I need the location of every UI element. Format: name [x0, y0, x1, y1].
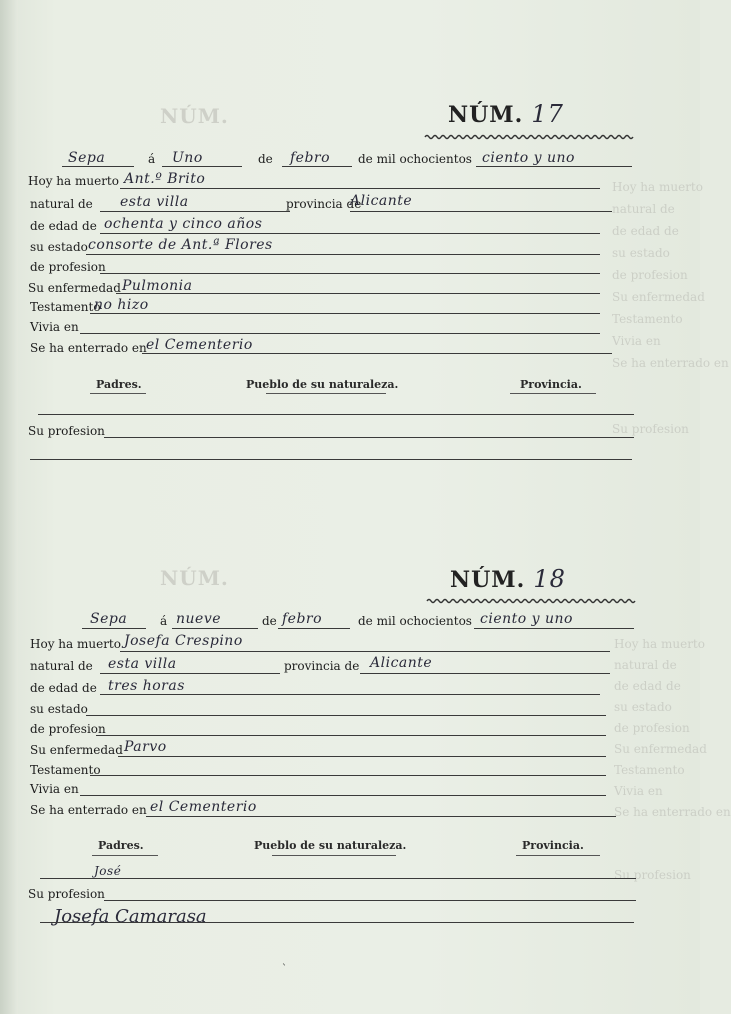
num-label: NÚM. — [448, 102, 524, 128]
testamento-label: Testamento — [30, 300, 101, 314]
natural-line — [100, 211, 290, 212]
col-provincia-rule — [510, 393, 596, 394]
year-label: de mil ochocientos — [358, 152, 472, 166]
madre-signature: Josefa Camarasa — [54, 906, 207, 927]
hoy-line — [120, 651, 610, 652]
col-padres-rule — [92, 855, 158, 856]
su-profesion-line — [104, 437, 634, 438]
bleed-num-bottom: NÚM. — [160, 566, 229, 590]
vivia-label: Vivia en — [30, 320, 79, 334]
hoy-value: Ant.º Brito — [124, 171, 206, 187]
date-day: nueve — [176, 611, 222, 627]
testamento-line — [90, 775, 606, 776]
estado-line — [86, 715, 606, 716]
padre-value: José — [94, 864, 122, 878]
date-place-line — [82, 628, 146, 629]
hoy-line — [120, 188, 600, 189]
num-ornament-rule — [425, 134, 635, 140]
enterrado-value: el Cementerio — [150, 799, 257, 815]
date-year-line — [474, 628, 634, 629]
padre-line — [40, 878, 636, 879]
col-provincia: Provincia. — [520, 378, 582, 391]
enfermedad-line — [118, 756, 606, 757]
enterrado-value: el Cementerio — [146, 337, 253, 353]
enterrado-line — [146, 816, 616, 817]
de-label: de — [262, 614, 277, 628]
edad-label: de edad de — [30, 219, 97, 233]
su-profesion-line — [104, 900, 636, 901]
provincia-value: Alicante — [370, 655, 433, 671]
enterrado-label: Se ha enterrado en — [30, 803, 147, 817]
enterrado-line — [142, 353, 612, 354]
madre-line — [40, 922, 634, 923]
bleed-num-top: NÚM. — [160, 104, 229, 128]
date-place: Sepa — [90, 611, 128, 627]
date-month-line — [278, 628, 350, 629]
natural-value: esta villa — [108, 656, 177, 672]
testamento-value: no hizo — [94, 297, 149, 313]
madre-line — [30, 459, 632, 460]
col-pueblo-rule — [266, 393, 386, 394]
date-year: ciento y uno — [482, 150, 575, 166]
col-padres-rule — [90, 393, 146, 394]
natural-value: esta villa — [120, 194, 189, 210]
enterrado-label: Se ha enterrado en — [30, 341, 147, 355]
estado-line — [86, 254, 600, 255]
date-day-line — [172, 628, 258, 629]
date-place-line — [62, 166, 134, 167]
natural-label: natural de — [30, 197, 93, 211]
testamento-line — [90, 313, 600, 314]
hoy-label: Hoy ha muerto — [30, 637, 121, 651]
num-ornament-rule — [427, 598, 637, 604]
su-profesion-label: Su profesion — [28, 424, 105, 438]
provincia-value: Alicante — [350, 193, 413, 209]
profesion-line — [100, 273, 600, 274]
estado-value: consorte de Ant.ª Flores — [88, 237, 273, 253]
enfermedad-label: Su enfermedad — [30, 743, 123, 757]
col-provincia: Provincia. — [522, 839, 584, 852]
padre-line — [38, 414, 634, 415]
vivia-line — [80, 795, 606, 796]
col-provincia-rule — [516, 855, 600, 856]
year-label: de mil ochocientos — [358, 614, 472, 628]
provincia-line — [360, 673, 610, 674]
date-year: ciento y uno — [480, 611, 573, 627]
profesion-label: de profesion — [30, 722, 106, 736]
edad-line — [100, 694, 600, 695]
record-number — [448, 100, 564, 128]
enfermedad-value: Parvo — [124, 739, 167, 755]
estado-label: su estado — [30, 702, 88, 716]
edad-label: de edad de — [30, 681, 97, 695]
record-number — [450, 565, 566, 593]
date-year-line — [476, 166, 632, 167]
date-place: Sepa — [68, 150, 106, 166]
enfermedad-line — [116, 293, 600, 294]
enfermedad-value: Pulmonia — [122, 278, 193, 294]
testamento-label: Testamento — [30, 763, 101, 777]
su-profesion-label: Su profesion — [28, 887, 105, 901]
hoy-value: Josefa Crespino — [124, 633, 243, 649]
num-label: NÚM. — [450, 567, 526, 593]
date-day: Uno — [172, 150, 203, 166]
col-pueblo-rule — [272, 855, 396, 856]
edad-value: ochenta y cinco años — [104, 216, 263, 232]
a-label: á — [160, 614, 168, 628]
a-label: á — [148, 152, 156, 166]
page-gutter — [0, 0, 18, 1014]
date-month-line — [282, 166, 352, 167]
natural-line — [100, 673, 280, 674]
bleed-through-right-bottom: Hoy ha muerto natural de de edad de su estado de profesion Su enfermedad Testamento Vivia en Se ha enterrado en Su profesion — [614, 637, 731, 882]
date-month: febro — [282, 611, 323, 627]
edad-line — [100, 233, 600, 234]
estado-label: su estado — [30, 240, 88, 254]
vivia-label: Vivia en — [30, 782, 79, 796]
hoy-label: Hoy ha muerto — [28, 174, 119, 188]
col-pueblo: Pueblo de su naturaleza. — [246, 378, 399, 391]
ink-mark: ˋ — [282, 964, 287, 975]
profesion-line — [96, 735, 606, 736]
provincia-line — [350, 211, 612, 212]
col-pueblo: Pueblo de su naturaleza. — [254, 839, 407, 852]
natural-label: natural de — [30, 659, 93, 673]
edad-value: tres horas — [108, 678, 185, 694]
provincia-label: provincia de — [286, 197, 362, 211]
col-padres: Padres. — [98, 839, 144, 852]
date-month: febro — [290, 150, 331, 166]
profesion-label: de profesion — [30, 260, 106, 274]
bleed-through-right-top: Hoy ha muerto natural de de edad de su estado de profesion Su enfermedad Testamento Vivia en Se ha enterrado en Su profesion — [612, 180, 729, 436]
provincia-label: provincia de — [284, 659, 360, 673]
date-day-line — [162, 166, 242, 167]
enfermedad-label: Su enfermedad — [28, 281, 121, 295]
col-padres: Padres. — [96, 378, 142, 391]
num-value: 17 — [531, 100, 564, 128]
vivia-line — [80, 333, 600, 334]
de-label: de — [258, 152, 273, 166]
num-value: 18 — [533, 565, 566, 593]
